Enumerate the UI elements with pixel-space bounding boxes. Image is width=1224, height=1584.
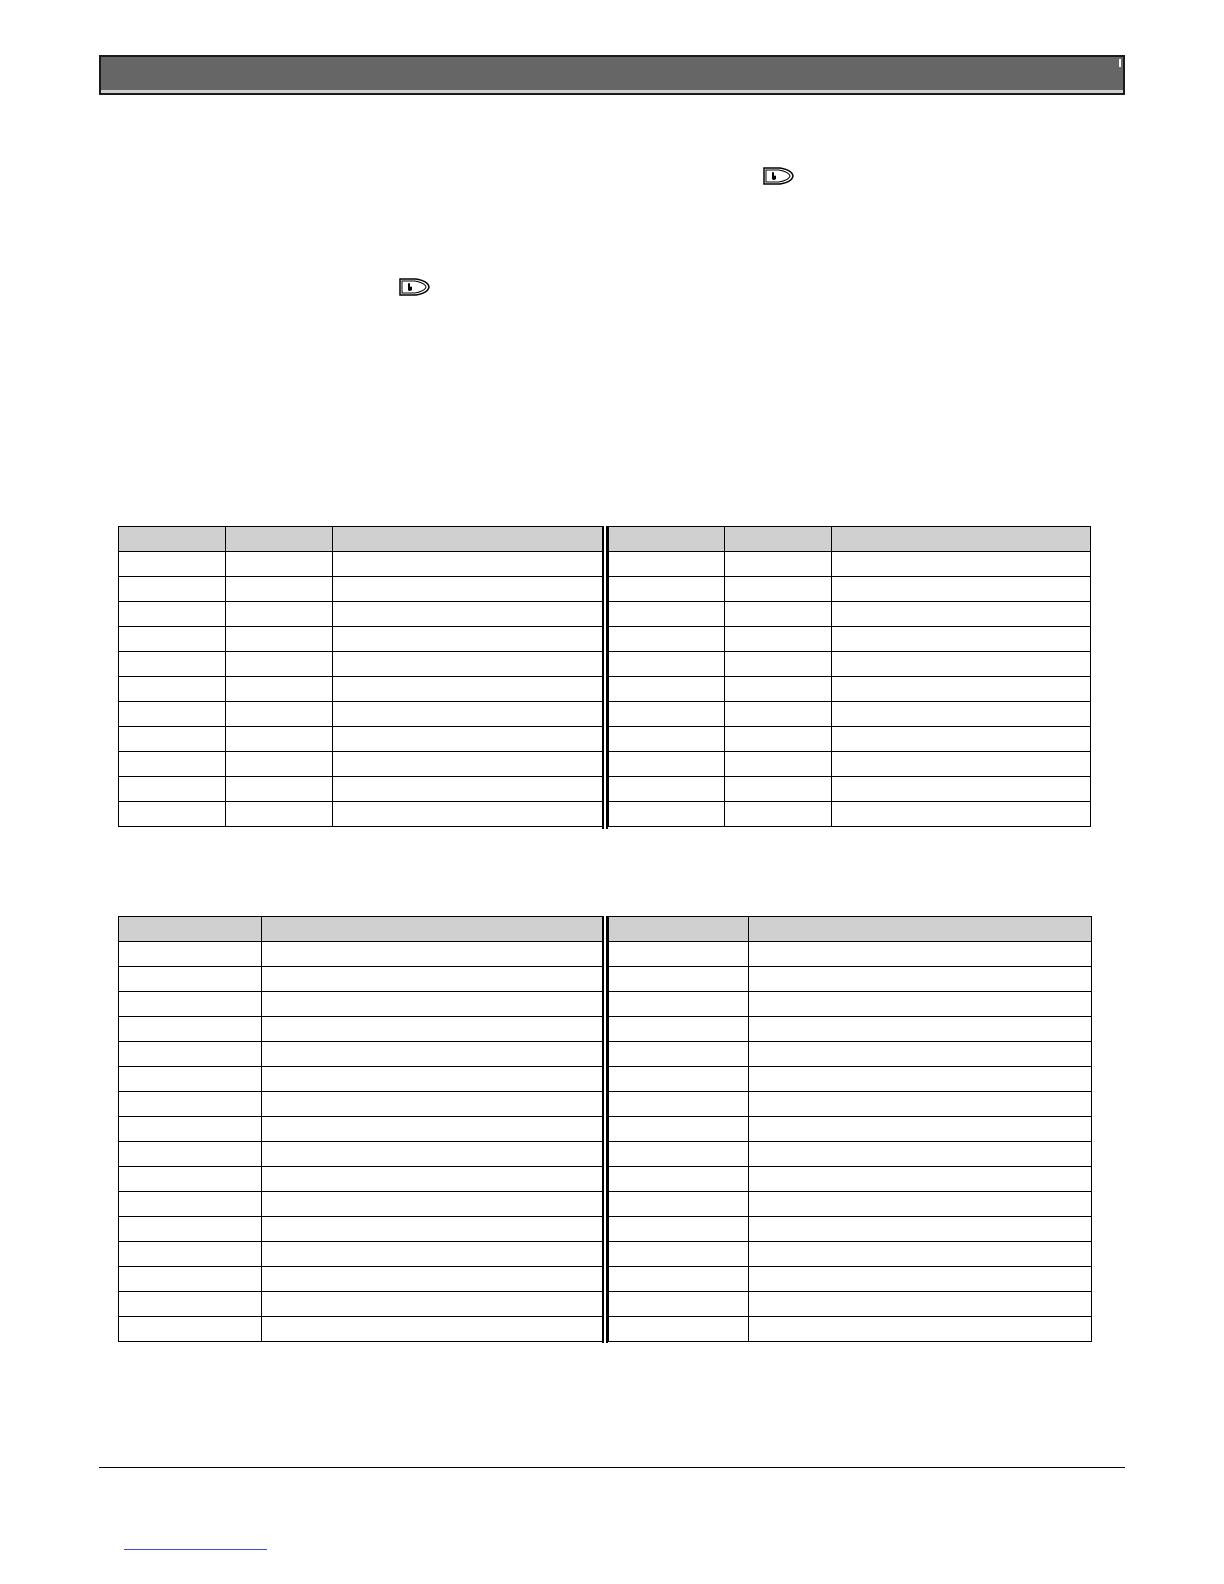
table-row: [609, 1017, 1092, 1042]
table-row: [119, 1067, 605, 1092]
table-row: [609, 652, 1091, 677]
table-row: [119, 1142, 605, 1167]
table-cell: [119, 702, 226, 727]
table-cell: [333, 577, 605, 602]
table-cell: [333, 727, 605, 752]
table-row: [119, 1092, 605, 1117]
table-row: [119, 1117, 605, 1142]
table-cell: [119, 1142, 262, 1167]
table-cell: [832, 552, 1091, 577]
table-cell: [262, 1292, 605, 1317]
table-cell: [119, 1292, 262, 1317]
table-cell: [725, 727, 832, 752]
table-cell: [333, 702, 605, 727]
table-cell: [226, 652, 333, 677]
table-cell: [262, 1142, 605, 1167]
table-cell: [725, 652, 832, 677]
table-cell: [749, 1167, 1092, 1192]
table-row: [119, 727, 605, 752]
table-cell: [832, 602, 1091, 627]
table-row: [609, 1317, 1092, 1342]
table-cell: [749, 1042, 1092, 1067]
header-cell: [725, 527, 832, 552]
table-cell: [609, 752, 725, 777]
table-row: [119, 1192, 605, 1217]
table-row: [119, 777, 605, 802]
table-cell: [333, 677, 605, 702]
header-cell: [119, 917, 262, 942]
table-cell: [119, 677, 226, 702]
table-cell: [333, 627, 605, 652]
table-cell: [262, 1167, 605, 1192]
table-cell: [119, 552, 226, 577]
table-cell: [262, 1092, 605, 1117]
header-cell: [226, 527, 333, 552]
table-row: [609, 967, 1092, 992]
table-cell: [119, 802, 226, 827]
table-row: [609, 702, 1091, 727]
table-cell: [119, 602, 226, 627]
table-cell: [609, 1292, 749, 1317]
table-row: [119, 1042, 605, 1067]
table-cell: [119, 1242, 262, 1267]
table-cell: [609, 652, 725, 677]
header-bar: [99, 55, 1125, 95]
table-1-left: [118, 526, 605, 827]
table-cell: [725, 677, 832, 702]
table-row: [609, 577, 1091, 602]
table-cell: [119, 627, 226, 652]
table-row: [609, 677, 1091, 702]
header-cell: [749, 917, 1092, 942]
table-row: [609, 752, 1091, 777]
table-cell: [333, 777, 605, 802]
table-row: [609, 802, 1091, 827]
table-cell: [119, 1117, 262, 1142]
table-cell: [609, 602, 725, 627]
table-cell: [226, 777, 333, 802]
table-cell: [226, 752, 333, 777]
table-row: [119, 1292, 605, 1317]
table-row: [609, 627, 1091, 652]
table-cell: [262, 1267, 605, 1292]
table-cell: [749, 1267, 1092, 1292]
table-row: [609, 1292, 1092, 1317]
table-cell: [119, 1092, 262, 1117]
table-cell: [262, 1017, 605, 1042]
table-cell: [609, 552, 725, 577]
table-cell: [119, 652, 226, 677]
table-cell: [725, 577, 832, 602]
table-cell: [262, 942, 605, 967]
table-cell: [749, 1067, 1092, 1092]
table-cell: [725, 802, 832, 827]
table-row: [609, 727, 1091, 752]
table-cell: [609, 627, 725, 652]
table-row: [609, 552, 1091, 577]
table-cell: [609, 577, 725, 602]
table-row: [119, 627, 605, 652]
table-cell: [749, 1317, 1092, 1342]
table-row: [119, 802, 605, 827]
header-edge-mark: [1119, 59, 1121, 67]
table-cell: [832, 702, 1091, 727]
table-cell: [262, 1317, 605, 1342]
table-cell: [609, 1267, 749, 1292]
table-cell: [609, 1167, 749, 1192]
table-cell: [832, 577, 1091, 602]
table-cell: [749, 992, 1092, 1017]
table-cell: [262, 1242, 605, 1267]
table-cell: [333, 752, 605, 777]
table-row: [119, 1242, 605, 1267]
table-cell: [609, 1067, 749, 1092]
table-cell: [609, 727, 725, 752]
table-cell: [119, 1192, 262, 1217]
footer-link-underline[interactable]: [124, 1549, 267, 1550]
table-cell: [262, 1192, 605, 1217]
header-cell: [609, 917, 749, 942]
table-cell: [226, 802, 333, 827]
table-row: [609, 942, 1092, 967]
table-cell: [749, 1292, 1092, 1317]
table-cell: [609, 1242, 749, 1267]
table-cell: [609, 1317, 749, 1342]
table-row: [119, 602, 605, 627]
table-header-row: [119, 527, 605, 552]
table-cell: [333, 602, 605, 627]
table-cell: [333, 652, 605, 677]
table-2: [118, 916, 1091, 1343]
table-cell: [749, 942, 1092, 967]
table-cell: [119, 1017, 262, 1042]
table-cell: [226, 677, 333, 702]
table-cell: [262, 1067, 605, 1092]
table-cell: [333, 802, 605, 827]
table-row: [609, 1192, 1092, 1217]
key-tamper-icon: [762, 166, 794, 186]
header-cell: [832, 527, 1091, 552]
table-row: [119, 1217, 605, 1242]
table-row: [119, 1267, 605, 1292]
table-row: [609, 1217, 1092, 1242]
table-cell: [749, 1242, 1092, 1267]
table-cell: [609, 777, 725, 802]
table-cell: [725, 552, 832, 577]
table-cell: [609, 802, 725, 827]
table-cell: [226, 552, 333, 577]
table-cell: [749, 1217, 1092, 1242]
footer-rule: [99, 1467, 1125, 1468]
table-row: [609, 777, 1091, 802]
table-cell: [749, 1142, 1092, 1167]
table-cell: [119, 752, 226, 777]
table-cell: [725, 752, 832, 777]
table-row: [119, 1017, 605, 1042]
table-cell: [749, 967, 1092, 992]
table-cell: [226, 602, 333, 627]
table-cell: [226, 577, 333, 602]
header-cell: [609, 527, 725, 552]
table-row: [609, 1117, 1092, 1142]
table-cell: [609, 1117, 749, 1142]
table-cell: [119, 1317, 262, 1342]
table-cell: [119, 992, 262, 1017]
table-cell: [119, 777, 226, 802]
table-cell: [609, 942, 749, 967]
table-cell: [119, 942, 262, 967]
table-row: [609, 1167, 1092, 1192]
table-row: [119, 992, 605, 1017]
table-cell: [226, 727, 333, 752]
table-row: [119, 702, 605, 727]
table-cell: [832, 777, 1091, 802]
table-cell: [609, 1042, 749, 1067]
table-cell: [609, 967, 749, 992]
table-cell: [262, 967, 605, 992]
table-cell: [832, 677, 1091, 702]
table-cell: [609, 702, 725, 727]
table-cell: [832, 752, 1091, 777]
table-row: [609, 1267, 1092, 1292]
table-row: [609, 1042, 1092, 1067]
table-row: [609, 602, 1091, 627]
table-cell: [262, 1217, 605, 1242]
table-2-right: [608, 916, 1092, 1342]
table-cell: [749, 1092, 1092, 1117]
table-cell: [333, 552, 605, 577]
table-cell: [749, 1192, 1092, 1217]
table-cell: [262, 1042, 605, 1067]
table-cell: [609, 677, 725, 702]
table-1: [118, 526, 1090, 829]
table-row: [119, 552, 605, 577]
table-row: [119, 967, 605, 992]
table-cell: [119, 1217, 262, 1242]
table-cell: [832, 652, 1091, 677]
table-cell: [609, 1092, 749, 1117]
table-cell: [119, 1167, 262, 1192]
table-row: [609, 1242, 1092, 1267]
table-header-row: [609, 917, 1092, 942]
table-row: [119, 752, 605, 777]
table-cell: [609, 1192, 749, 1217]
table-cell: [832, 727, 1091, 752]
table-cell: [749, 1017, 1092, 1042]
table-row: [119, 1167, 605, 1192]
table-cell: [832, 802, 1091, 827]
table-row: [609, 1067, 1092, 1092]
table-row: [119, 942, 605, 967]
table-cell: [119, 1267, 262, 1292]
table-row: [119, 652, 605, 677]
table-cell: [119, 727, 226, 752]
table-cell: [609, 1217, 749, 1242]
table-cell: [226, 627, 333, 652]
header-cell: [119, 527, 226, 552]
table-row: [609, 1092, 1092, 1117]
table-cell: [609, 992, 749, 1017]
table-cell: [749, 1117, 1092, 1142]
table-cell: [609, 1017, 749, 1042]
table-header-row: [609, 527, 1091, 552]
header-cell: [333, 527, 605, 552]
table-cell: [119, 577, 226, 602]
table-cell: [609, 1142, 749, 1167]
table-row: [119, 577, 605, 602]
table-cell: [119, 967, 262, 992]
key-tamper-icon: [398, 277, 430, 297]
table-cell: [725, 627, 832, 652]
table-cell: [725, 702, 832, 727]
table-cell: [262, 992, 605, 1017]
table-cell: [725, 602, 832, 627]
table-cell: [725, 777, 832, 802]
table-cell: [119, 1042, 262, 1067]
table-header-row: [119, 917, 605, 942]
table-cell: [226, 702, 333, 727]
table-row: [119, 1317, 605, 1342]
table-1-right: [608, 526, 1091, 827]
table-cell: [832, 627, 1091, 652]
table-row: [609, 1142, 1092, 1167]
header-cell: [262, 917, 605, 942]
table-cell: [262, 1117, 605, 1142]
table-row: [609, 992, 1092, 1017]
table-row: [119, 677, 605, 702]
table-2-left: [118, 916, 605, 1342]
table-cell: [119, 1067, 262, 1092]
